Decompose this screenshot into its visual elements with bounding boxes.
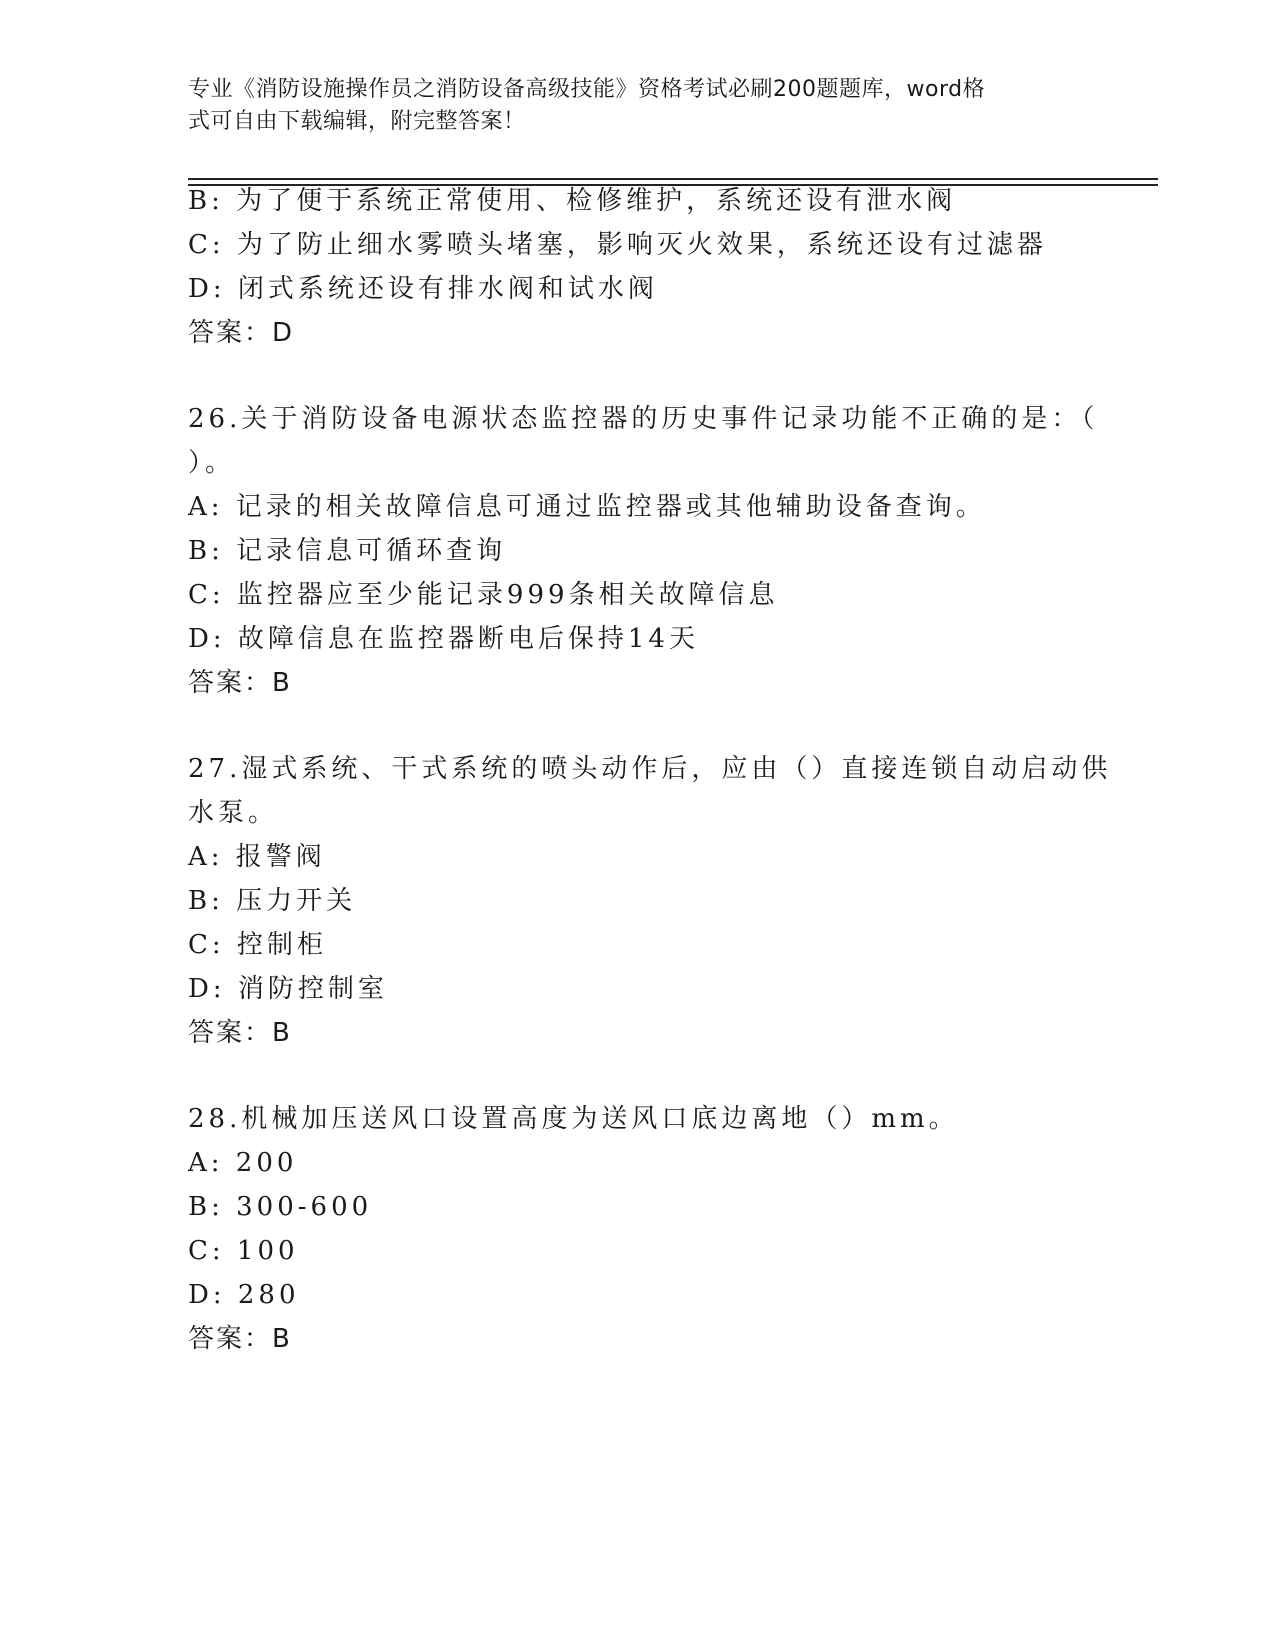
q28-option-a: A: 200 bbox=[188, 1148, 298, 1178]
q28-option-c: C: 100 bbox=[188, 1236, 299, 1266]
q27-question-line-2: 水泵。 bbox=[188, 798, 279, 828]
q28-question-line-1: 28.机械加压送风口设置高度为送风口底边离地（）mm。 bbox=[188, 1104, 959, 1134]
q26-option-c: C: 监控器应至少能记录999条相关故障信息 bbox=[188, 580, 779, 610]
q27-question-line-1: 27.湿式系统、干式系统的喷头动作后，应由（）直接连锁自动启动供 bbox=[188, 754, 1112, 784]
document-header bbox=[188, 74, 1068, 138]
q28-answer: 答案：B bbox=[188, 1324, 292, 1354]
q26-question-line-1: 26.关于消防设备电源状态监控器的历史事件记录功能不正确的是：（ bbox=[188, 404, 1099, 434]
q27-option-b: B: 压力开关 bbox=[188, 886, 357, 916]
q27-option-d: D: 消防控制室 bbox=[188, 974, 388, 1004]
header-line-1: 专业《消防设施操作员之消防设备高级技能》资格考试必刷200题题库，word格 bbox=[188, 77, 986, 102]
q26-option-a: A: 记录的相关故障信息可通过监控器或其他辅助设备查询。 bbox=[188, 492, 986, 522]
q25-option-b: B: 为了便于系统正常使用、检修维护，系统还设有泄水阀 bbox=[188, 186, 957, 216]
header-divider-top bbox=[188, 178, 1158, 180]
q27-option-a: A: 报警阀 bbox=[188, 842, 326, 872]
q27-answer: 答案：B bbox=[188, 1018, 292, 1048]
q28-option-d: D: 280 bbox=[188, 1280, 300, 1310]
q27-option-c: C: 控制柜 bbox=[188, 930, 327, 960]
header-line-2: 式可自由下载编辑，附完整答案！ bbox=[188, 109, 526, 134]
q25-option-d: D: 闭式系统还设有排水阀和试水阀 bbox=[188, 274, 658, 304]
q25-answer: 答案：D bbox=[188, 318, 295, 348]
q26-option-d: D: 故障信息在监控器断电后保持14天 bbox=[188, 624, 699, 654]
q26-question-line-2: ）。 bbox=[188, 448, 236, 478]
q28-option-b: B: 300-600 bbox=[188, 1192, 373, 1222]
q26-option-b: B: 记录信息可循环查询 bbox=[188, 536, 507, 566]
q26-answer: 答案：B bbox=[188, 668, 292, 698]
q25-option-c: C: 为了防止细水雾喷头堵塞，影响灭火效果，系统还设有过滤器 bbox=[188, 230, 1047, 260]
